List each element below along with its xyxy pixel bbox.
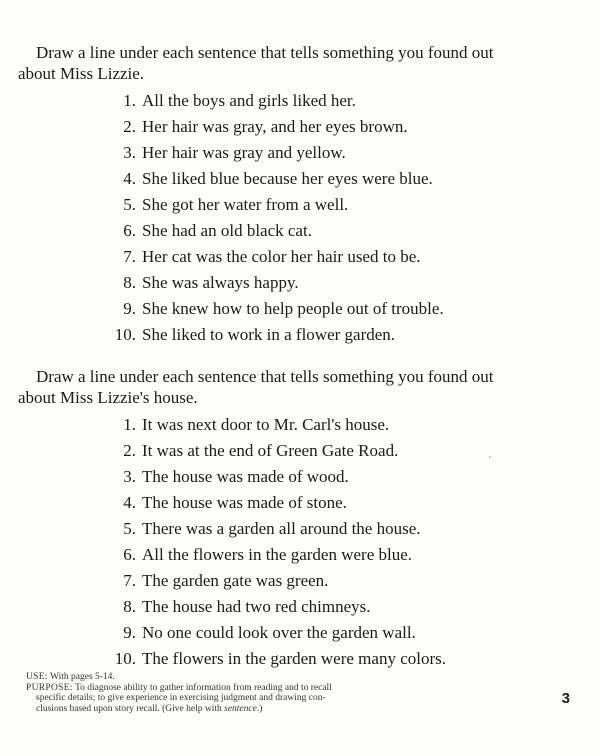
- item-text: She liked blue because her eyes were blue.: [142, 169, 433, 188]
- item-number: 1.: [123, 415, 136, 434]
- sentence-item[interactable]: [18, 646, 578, 672]
- page-number: 3: [561, 690, 570, 707]
- instruction-line-1: Draw a line under each sentence that tells something you found out: [36, 367, 494, 386]
- item-text: The house had two red chimneys.: [142, 597, 371, 616]
- item-number: 7.: [123, 247, 136, 266]
- item-text: She knew how to help people out of trouble.: [142, 299, 444, 318]
- item-number: 9.: [123, 623, 136, 642]
- use-label: USE:: [26, 672, 48, 682]
- item-text: The garden gate was green.: [142, 571, 329, 590]
- sentence-item[interactable]: [18, 620, 578, 646]
- item-number: 6.: [123, 221, 136, 240]
- item-text: Her hair was gray and yellow.: [142, 143, 346, 162]
- item-number: 1.: [123, 91, 136, 110]
- item-number: 5.: [123, 519, 136, 538]
- purpose-line-1: To diagnose ability to gather information from reading and to recall: [74, 682, 332, 693]
- item-text: She had an old black cat.: [142, 221, 312, 240]
- item-number: 4.: [123, 493, 136, 512]
- item-text: The flowers in the garden were many colors.: [142, 649, 446, 668]
- sentence-list: [18, 412, 578, 672]
- sentence-item[interactable]: [18, 218, 578, 244]
- item-number: 2.: [123, 441, 136, 460]
- item-number: 4.: [123, 169, 136, 188]
- instruction-line-2: about Miss Lizzie's house.: [18, 388, 198, 407]
- item-number: 8.: [123, 597, 136, 616]
- item-text: There was a garden all around the house.: [142, 519, 421, 538]
- item-text: She was always happy.: [142, 273, 299, 292]
- sentence-item[interactable]: [18, 568, 578, 594]
- section-miss-lizzie: [18, 42, 578, 348]
- item-text: The house was made of wood.: [142, 467, 349, 486]
- section-instruction: [18, 366, 578, 408]
- item-text: No one could look over the garden wall.: [142, 623, 416, 642]
- teacher-footnote: [26, 672, 496, 714]
- sentence-item[interactable]: [18, 192, 578, 218]
- item-text: The house was made of stone.: [142, 493, 347, 512]
- item-number: 3.: [123, 467, 136, 486]
- item-number: 8.: [123, 273, 136, 292]
- purpose-line-3-emphasis: sentence: [224, 703, 257, 714]
- item-text: It was next door to Mr. Carl's house.: [142, 415, 390, 434]
- item-number: 2.: [123, 117, 136, 136]
- sentence-item[interactable]: [18, 594, 578, 620]
- instruction-line-2: about Miss Lizzie.: [18, 64, 145, 83]
- item-number: 10.: [114, 325, 136, 344]
- purpose-line-2: specific details; to give experience in exercising judgment and drawing con-: [36, 693, 326, 703]
- purpose-line-3: [26, 704, 496, 715]
- item-number: 9.: [123, 299, 136, 318]
- item-number: 10.: [114, 649, 136, 668]
- section-instruction: [18, 42, 578, 84]
- sentence-item[interactable]: [18, 516, 578, 542]
- purpose-label: PURPOSE:: [26, 682, 73, 693]
- item-number: 6.: [123, 545, 136, 564]
- item-text: It was at the end of Green Gate Road.: [142, 441, 399, 460]
- sentence-item[interactable]: [18, 412, 578, 438]
- sentence-item[interactable]: [18, 88, 578, 114]
- item-number: 3.: [123, 143, 136, 162]
- use-text: With pages 5-14.: [50, 672, 115, 682]
- item-text: All the boys and girls liked her.: [142, 91, 356, 110]
- item-text: All the flowers in the garden were blue.: [142, 545, 413, 564]
- item-text: Her hair was gray, and her eyes brown.: [142, 117, 408, 136]
- purpose-line-3-end: .): [256, 703, 263, 714]
- paper-speck: [489, 456, 491, 458]
- sentence-item[interactable]: [18, 464, 578, 490]
- item-text: Her cat was the color her hair used to be.: [142, 247, 421, 266]
- sentence-item[interactable]: [18, 542, 578, 568]
- sentence-item[interactable]: [18, 296, 578, 322]
- section-miss-lizzies-house: [18, 366, 578, 672]
- item-text: She got her water from a well.: [142, 195, 349, 214]
- sentence-item[interactable]: [18, 114, 578, 140]
- sentence-item[interactable]: [18, 140, 578, 166]
- sentence-item[interactable]: [18, 166, 578, 192]
- sentence-item[interactable]: [18, 270, 578, 296]
- purpose-line-3-start: clusions based upon story recall. (Give help with: [36, 703, 225, 714]
- sentence-item[interactable]: [18, 438, 578, 464]
- item-text: She liked to work in a flower garden.: [142, 325, 396, 344]
- sentence-item[interactable]: [18, 322, 578, 348]
- item-number: 7.: [123, 571, 136, 590]
- sentence-item[interactable]: [18, 490, 578, 516]
- item-number: 5.: [123, 195, 136, 214]
- sentence-item[interactable]: [18, 244, 578, 270]
- instruction-line-1: Draw a line under each sentence that tells something you found out: [36, 43, 494, 62]
- sentence-list: [18, 88, 578, 348]
